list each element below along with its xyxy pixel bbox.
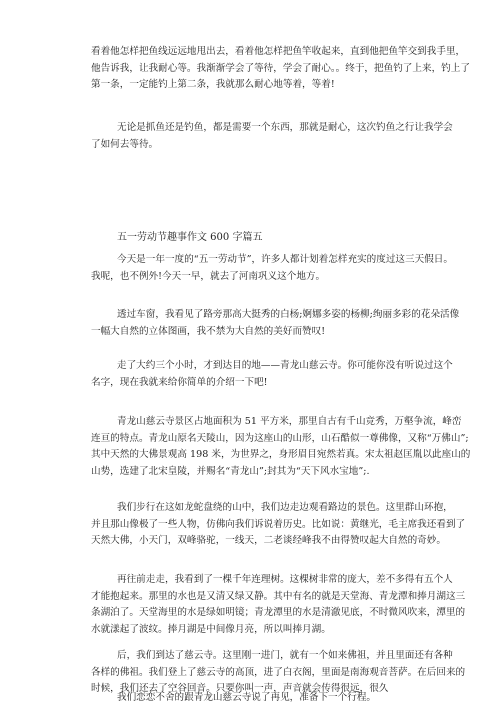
paragraph-arrival	[91, 358, 453, 391]
text-line: 并且那山像极了一些人物，仿佛向我们诉说着历史。比如说：黄继光，毛主席我还看到了	[91, 518, 466, 530]
text-line: 才能抱起来。那里的水也是又清又绿又静。其中有名的就是天堂海、青龙潭和捧月湖这三	[91, 590, 466, 602]
paragraph-may-day-intro	[91, 252, 453, 285]
text-line: 再往前走走，我看到了一棵千年连理树。这棵树非常的庞大，差不多得有五个人	[117, 574, 453, 585]
text-line: 其中天然的大佛景观高 198 米，为世界之，身形眉目宛然若真。宋太祖赵匡胤以此座山的	[91, 449, 471, 461]
text-line: 各样的佛祖。我们登上了慈云寺的高顶，进了白衣阁，里面是南海观音菩萨。在后回来的	[91, 666, 466, 678]
text-line: 青龙山慈云寺景区占地面积为 51 平方米，那里自古有千山竞秀，万壑争流，峰峦	[117, 416, 462, 427]
text-line: 我们恋恋不舍的跟青龙山慈云寺说了再见，准备下一个行程。	[117, 692, 377, 703]
text-line: 透过车窗，我看见了路旁那高大挺秀的白杨;婀娜多姿的杨柳;绚丽多彩的花朵活像	[117, 309, 460, 320]
text-line: 无论是抓鱼还是钓鱼，都是需要一个东西，那就是耐心，这次钓鱼之行让我学会	[117, 122, 453, 133]
paragraph-mountain-walk	[91, 500, 466, 550]
paragraph-car-window	[91, 307, 460, 340]
paragraph-scenic-area	[91, 414, 471, 480]
text-line: 时候，我们还去了空谷回音。只要你叫一声，声音就会传得很远，很久	[91, 683, 389, 695]
paragraph-fishing-patience	[91, 44, 470, 94]
text-line: 我呢，也不例外!今天一早，就去了河南巩义这个地方。	[91, 270, 326, 282]
text-line: 山势，选建了北宋皇陵，并赐名“青龙山”;封其为“天下风水宝地”;.	[91, 465, 370, 477]
section-title: 五一劳动节趣事作文 600 字篇五	[117, 232, 263, 243]
text-line: 走了大约三个小时，才到达目的地——青龙山慈云寺。你可能你没有听说过这个	[117, 360, 453, 371]
text-line: 今天是一年一度的“五一劳动节”，许多人都计划着怎样充实的度过这三天假日。	[117, 254, 453, 265]
paragraph-ancient-tree	[91, 572, 466, 638]
paragraph-fishing-conclusion	[91, 120, 453, 153]
paragraph-farewell	[91, 690, 411, 707]
text-line: 连亘的特点。青龙山原名天陵山，因为这座山的山形，山石酷似一尊佛像，又称“万佛山”;	[91, 432, 469, 444]
text-line: 一幅大自然的立体图画，我不禁为大自然的美好而赞叹!	[91, 325, 326, 337]
text-line: 了如何去等待。	[91, 138, 159, 150]
text-line: 水就漾起了波纹。捧月湖是中间像月亮，所以叫捧月湖。	[91, 623, 331, 635]
text-line: 第一条，一定能钓上第二条，我就那么耐心地等着，等着!	[91, 79, 335, 91]
text-line: 我们步行在这如龙蛇盘绕的山中，我们边走边观看路边的景色。这里群山环抱，	[117, 502, 453, 513]
text-line: 条湖泊了。天堂海里的水是绿如明镜；青龙潭里的水是清澈见底，不时微风吹来，潭里的	[91, 607, 466, 619]
text-line: 后，我们到达了慈云寺。这里刚一进门，就有一个如来佛祖，并且里面还有各种	[117, 650, 453, 661]
text-line: 天然大佛，小天门，双峰骆驼，一线天，二老谈经峰我不由得赞叹起大自然的奇妙。	[91, 535, 446, 547]
text-line: 他告诉我，让我耐心等。我渐渐学会了等待，学会了耐心。。终于，把鱼钓了上来，钓上了	[91, 62, 470, 74]
text-line: 看着他怎样把鱼线远远地甩出去，看着他怎样把鱼竿收起来，直到他把鱼竿交到我手里，	[91, 46, 466, 57]
text-line: 名字，现在我就来给你简单的介绍一下吧!	[91, 376, 268, 388]
